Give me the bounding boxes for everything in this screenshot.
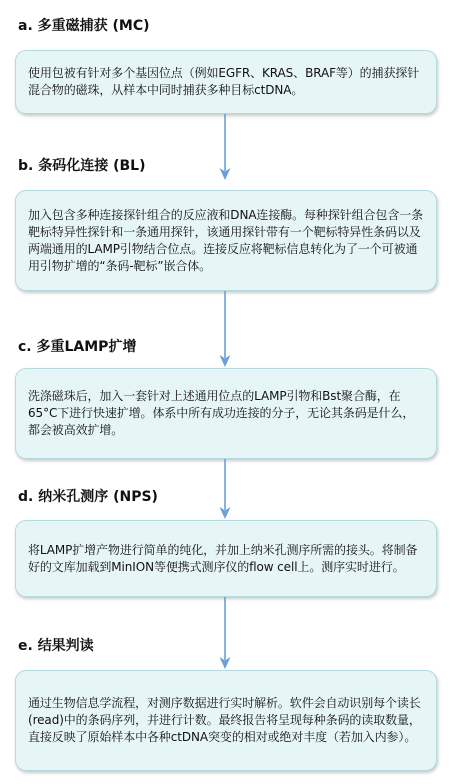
step-e-heading: e. 结果判读: [18, 638, 94, 654]
step-a-heading: a. 多重磁捕获 (MC): [18, 18, 150, 34]
step-d-heading: d. 纳米孔测序 (NPS): [18, 489, 158, 505]
step-d-box: [15, 520, 437, 597]
arrow-a-to-b: [217, 114, 233, 181]
step-b-heading: b. 条码化连接 (BL): [18, 158, 146, 174]
step-e-box: [15, 670, 437, 771]
step-e-text: 通过生物信息学流程，对测序数据进行实时解析。软件会自动识别每个读长(read)中的条码序列，并进行计数。最终报告将呈现每种条码的读取数量，直接反映了原始样本中各种ctDNA突变的相对或绝对丰度（若加入内参）。: [28, 696, 421, 744]
step-b-text: 加入包含多种连接探针组合的反应液和DNA连接酶。每种探针组合包含一条靶标特异性探针和一条通用探针，该通用探针带有一个靶标特异性条码以及两端通用的LAMP引物结合位点。连接反应将靶标信息转化为了一个可被通用引物扩增的“条码-靶标”嵌合体。: [28, 207, 424, 273]
step-a-text: 使用包被有针对多个基因位点（例如EGFR、KRAS、BRAF等）的捕获探针混合物的磁珠，从样本中同时捕获多种目标ctDNA。: [28, 66, 420, 97]
step-b-box: [15, 190, 437, 291]
arrow-c-to-d: [217, 459, 233, 520]
step-c-text: 洗涤磁珠后，加入一套针对上述通用位点的LAMP引物和Bst聚合酶，在65°C下进行快速扩增。体系中所有成功连接的分子，无论其条码是什么，都会被高效扩增。: [28, 389, 415, 437]
step-c-heading: c. 多重LAMP扩增: [18, 339, 137, 355]
arrow-d-to-e: [217, 597, 233, 670]
step-c-box: [15, 368, 437, 459]
arrow-b-to-c: [217, 291, 233, 368]
step-a-box: [15, 50, 437, 114]
step-d-text: 将LAMP扩增产物进行简单的纯化，并加上纳米孔测序所需的接头。将制备好的文库加载到MinION等便携式测序仪的flow cell上。测序实时进行。: [28, 542, 418, 574]
